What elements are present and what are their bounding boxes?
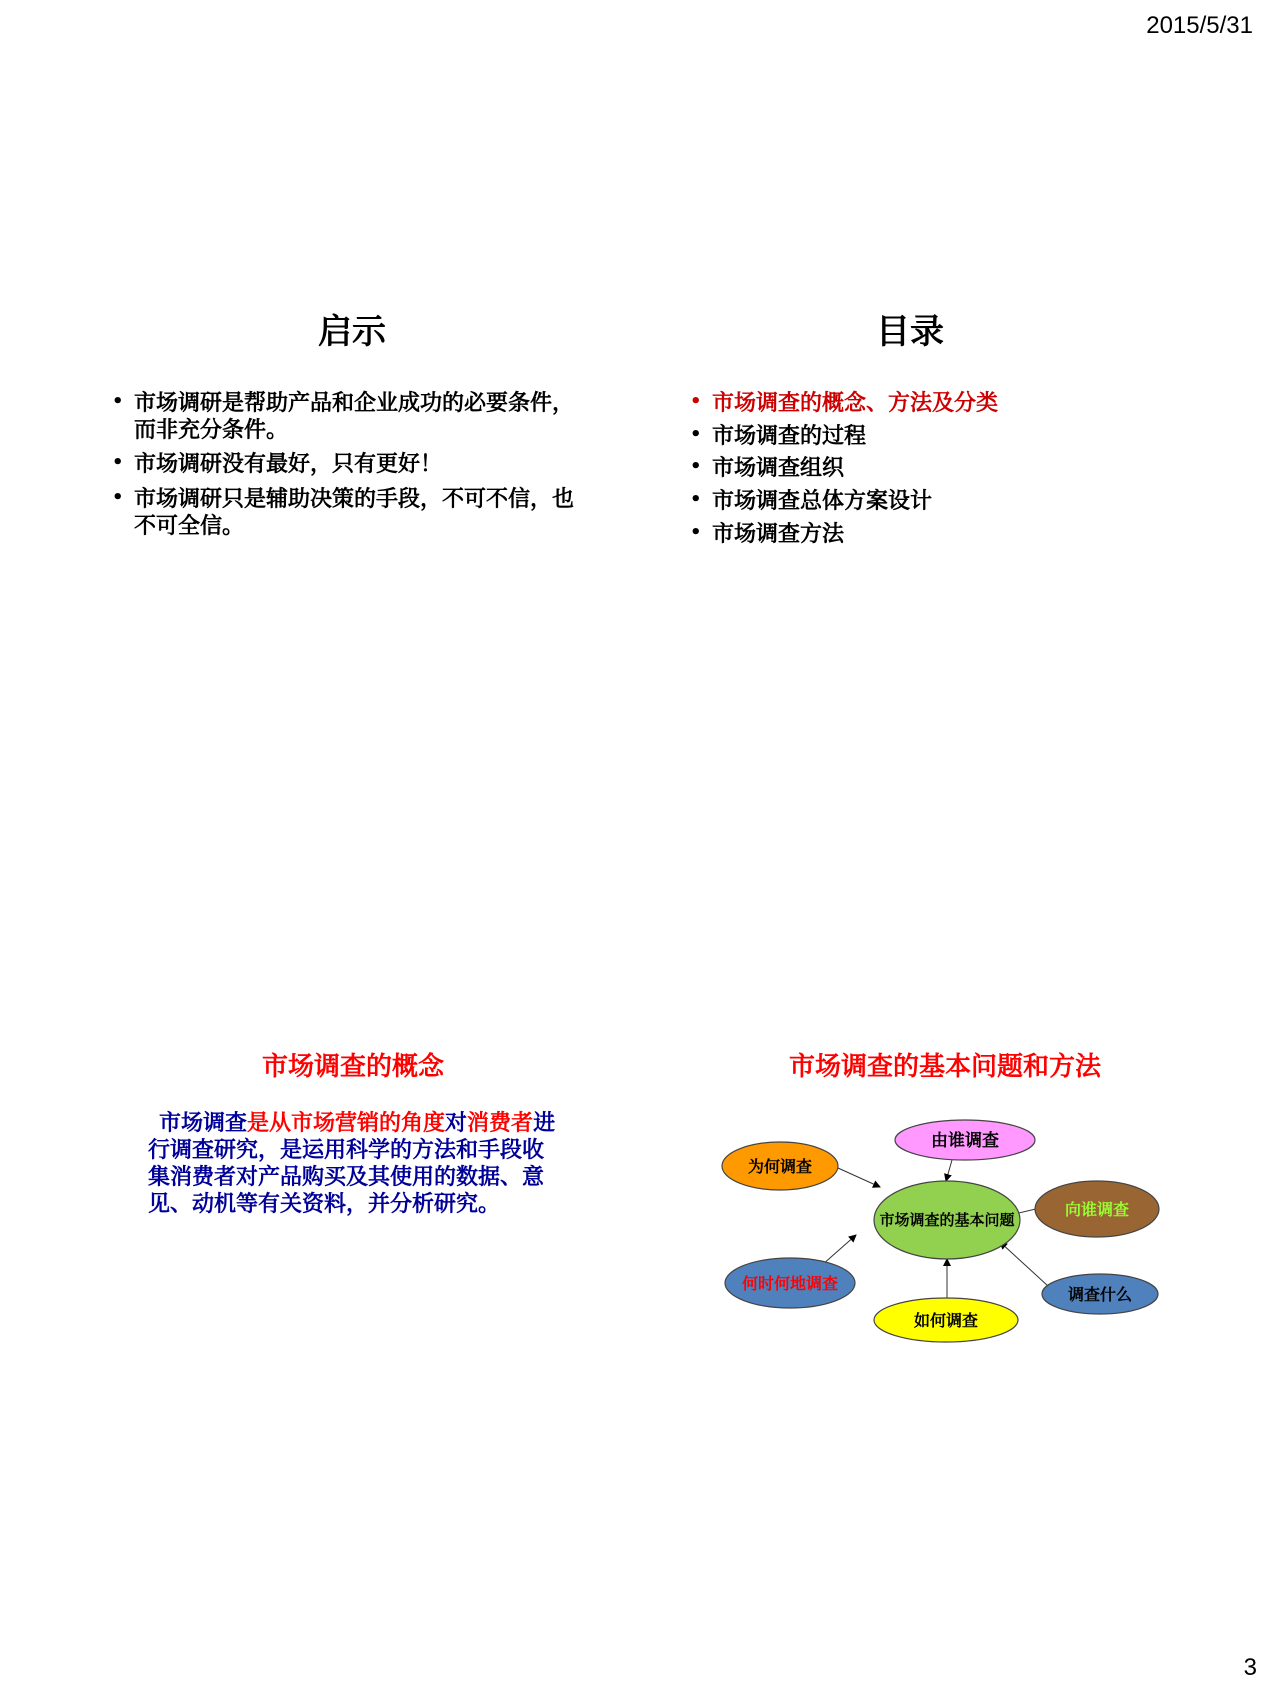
node-center <box>874 1181 1020 1259</box>
connector-why <box>838 1168 880 1187</box>
contents-list <box>690 391 1170 549</box>
header-date: 2015/5/31 <box>1146 12 1253 39</box>
bullet-item: • 市场调研没有最好，只有更好！ <box>112 452 592 479</box>
node-label: 何时何地调查 <box>741 1274 839 1293</box>
diagram-svg <box>720 1090 1170 1350</box>
contents-item: • 市场调查总体方案设计 <box>690 489 1170 516</box>
node-who-by <box>895 1120 1035 1160</box>
slide-basic-questions <box>720 1052 1220 1083</box>
contents-item-active: • 市场调查的概念、方法及分类 <box>690 391 1170 418</box>
node-label: 向谁调查 <box>1064 1200 1130 1219</box>
slide-insight <box>112 312 592 549</box>
contents-item: • 市场调查组织 <box>690 456 1170 483</box>
node-label: 由谁调查 <box>931 1131 999 1151</box>
node-when-where <box>725 1258 855 1308</box>
slide-title: 目录 <box>876 312 944 352</box>
concept-paragraph <box>148 1111 558 1218</box>
bullet-item: • 市场调研只是辅助决策的手段，不可不信，也不可全信。 <box>112 487 592 541</box>
connector-when-where <box>822 1235 856 1265</box>
slide-concept <box>148 1052 558 1219</box>
connector-who-by <box>946 1160 952 1181</box>
slide-title: 启示 <box>318 312 386 352</box>
slide-title: 市场调查的概念 <box>261 1052 444 1082</box>
node-to-whom <box>1035 1181 1159 1237</box>
concept-connector: 对 <box>445 1111 468 1137</box>
concept-definition: 进行调查研究，是运用科学的方法和手段收集消费者对产品购买及其使用的数据、意见、动机等有关资料，并分析研究。 <box>148 1111 556 1217</box>
node-why <box>722 1142 838 1190</box>
contents-item: • 市场调查的过程 <box>690 424 1170 451</box>
concept-term: 市场调查 <box>159 1111 248 1137</box>
questions-diagram <box>720 1090 1170 1350</box>
node-what <box>1042 1274 1158 1314</box>
slide-contents <box>690 312 1170 555</box>
slide-title: 市场调查的基本问题和方法 <box>788 1052 1101 1082</box>
connector-what <box>1000 1242 1048 1286</box>
center-label: 市场调查的基本问题 <box>879 1211 1015 1229</box>
node-label: 调查什么 <box>1067 1285 1133 1304</box>
bullet-item: • 市场调研是帮助产品和企业成功的必要条件，而非充分条件。 <box>112 391 592 445</box>
page-number: 3 <box>1243 1654 1257 1681</box>
contents-item: • 市场调查方法 <box>690 522 1170 549</box>
bullet-list <box>112 391 592 541</box>
node-how <box>874 1298 1018 1342</box>
node-label: 如何调查 <box>913 1311 979 1330</box>
concept-consumer: 消费者 <box>467 1111 534 1137</box>
concept-perspective: 是从市场营销的角度 <box>247 1111 446 1137</box>
node-label: 为何调查 <box>747 1157 813 1176</box>
